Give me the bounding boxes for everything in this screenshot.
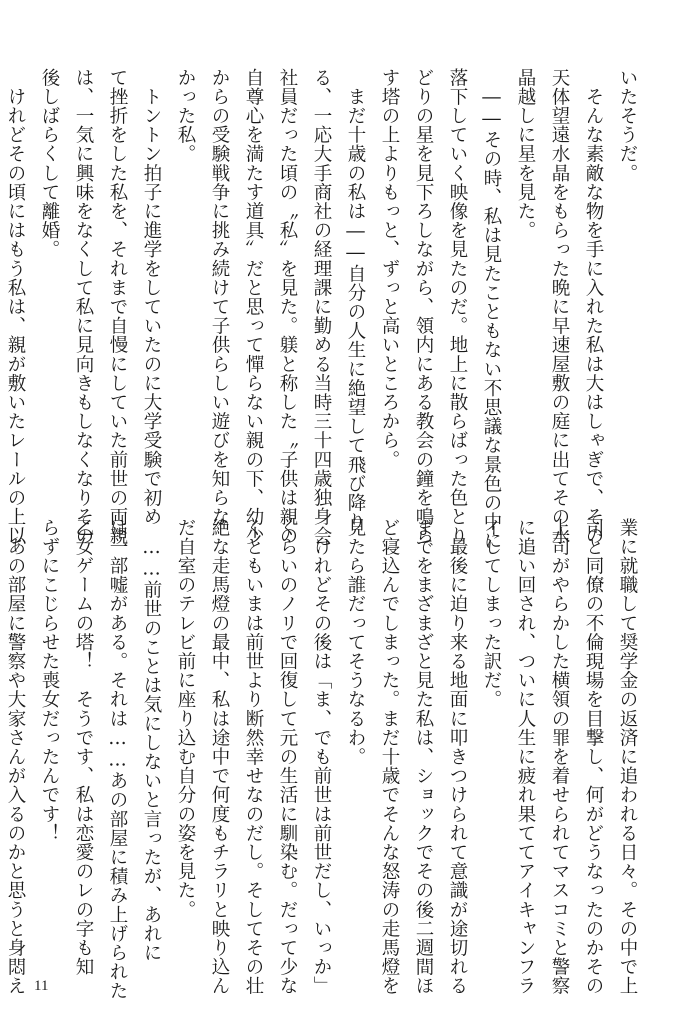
text-line: くらいのノリで回復して元の生活に馴染む。だって少な	[277, 518, 298, 996]
text-line: る、一応大手商社の経理課に勤める当時三十四歳独身会	[311, 68, 332, 546]
page-number: 11	[34, 978, 49, 994]
text-line: 絶な走馬燈の最中、私は途中で何度もチラリと映り込ん	[209, 518, 230, 996]
text-line: までをまざまざと見た私は、ショックでその後二週間ほ	[413, 518, 434, 996]
text-line: そんな素敵な物を手に入れた私は大はしゃぎで、その	[583, 68, 604, 546]
text-line: 落下していく映像を見たのだ。地上に散らばった色とり	[447, 68, 468, 546]
text-line: は、一気に興味をなくして私に見向きもしなくなりその	[73, 68, 94, 546]
text-line: イしてしまった訳だ。	[481, 518, 502, 709]
text-line: けれどその頃にはもう私は、親が敷いたレールの上以	[5, 68, 26, 546]
text-line: 乙女ゲームの塔！ そうです、私は恋愛のレの字も知	[73, 518, 94, 977]
text-line: 司と同僚の不倫現場を目撃し、何がどうなったのかその	[583, 518, 604, 996]
text-line: いたそうだ。	[617, 68, 638, 183]
text-line: 最後に迫り来る地面に叩きつけられて意識が途切れる	[447, 518, 468, 996]
text-line: 後しばらくして離婚。	[39, 68, 60, 259]
text-block-top	[5, 68, 644, 551]
text-line: からの受験戦争に挑み続けて子供らしい遊びを知らな	[209, 68, 230, 527]
text-line: 見たら誰だってそうなるわ。	[345, 518, 366, 767]
text-line: 上司がやらかした横領の罪を着せられてマスコミと警察	[549, 518, 570, 996]
text-line: ――その時、私は見たこともない不思議な景色の中に	[481, 68, 502, 551]
text-line: に追い回され、ついに人生に疲れ果ててアイキャンフラ	[515, 518, 536, 996]
text-line: けれどその後は「ま、でも前世は前世だし、いっか」	[311, 518, 332, 996]
text-line: だ自室のテレビ前に座り込む自分の姿を見た。	[175, 518, 196, 920]
text-line: 晶越しに星を見た。	[515, 68, 536, 240]
text-line: トントン拍子に進学をしていたのに大学受験で初め	[141, 68, 162, 527]
text-line: くともいまは前世より断然幸せなのだし。そしてその壮	[243, 518, 264, 996]
text-line: 自尊心を満たす道具〟だと思って憚らない親の下、幼少	[243, 68, 264, 546]
text-line: 天体望遠水晶をもらった晩に早速屋敷の庭に出てその水	[549, 68, 570, 546]
text-line: す塔の上よりもっと、ずっと高いところから。	[379, 68, 400, 470]
text-line: 社員だった頃の〝私〟を見た。躾と称した〝子供は親の	[277, 68, 298, 546]
text-line: らずにこじらせた喪女だったんです！	[39, 518, 60, 843]
text-line: は一部嘘がある。それは……あの部屋に積み上げられた	[107, 518, 128, 1001]
text-line: まだ十歳の私は――自分の人生に絶望して飛び降り	[345, 68, 366, 532]
text-line: ……前世のことは気にしないと言ったが、あれに	[141, 518, 162, 963]
text-line: て挫折をした私を、それまで自慢にしていた前世の両親	[107, 68, 128, 546]
text-line: かった私。	[175, 68, 196, 164]
text-line: あの部屋に警察や大家さんが入るのかと思うと身悶え	[5, 518, 26, 996]
text-line: どりの星を見下ろしながら、領内にある教会の鐘を鳴ら	[413, 68, 434, 546]
text-line: 業に就職して奨学金の返済に追われる日々。その中で上	[617, 518, 638, 996]
text-line: ど寝込んでしまった。まだ十歳でそんな怒涛の走馬燈を	[379, 518, 400, 996]
